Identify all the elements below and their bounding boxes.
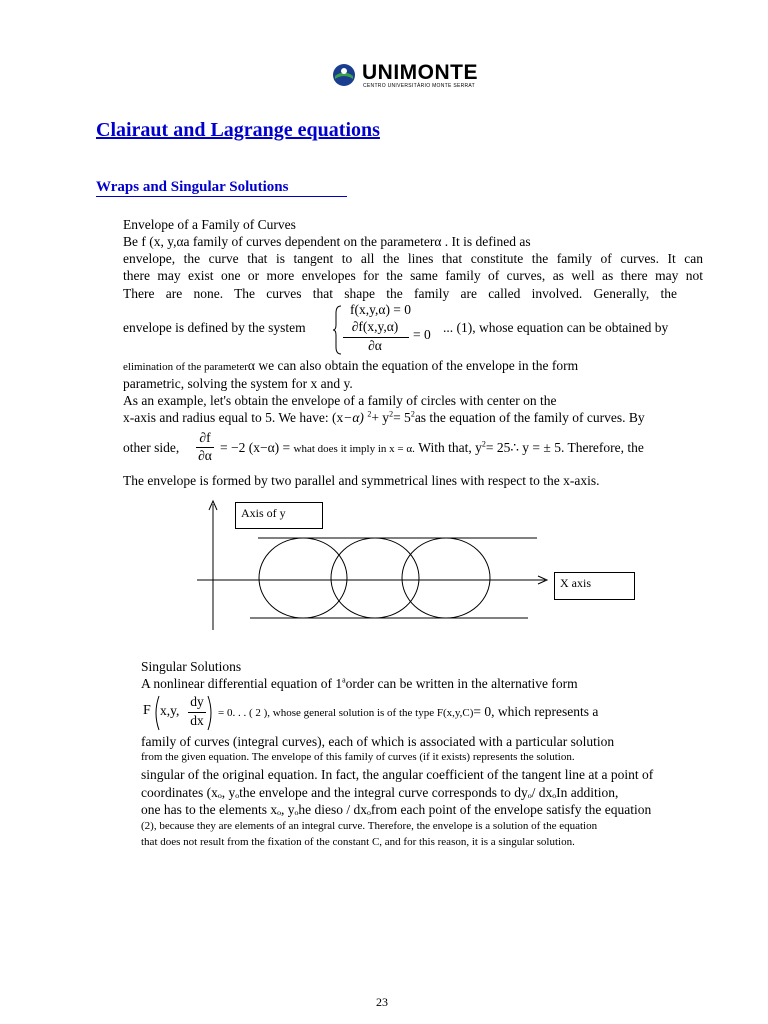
right-paren-icon xyxy=(207,695,215,731)
envelope-heading: Envelope of a Family of Curves xyxy=(123,217,296,232)
system-lead-text: envelope is defined by the system xyxy=(123,320,306,335)
line9-part-a: x-axis and radius equal to 5. We have: (x xyxy=(123,410,344,425)
df-numerator: ∂f xyxy=(199,430,211,445)
singular-line-1a: A nonlinear differential equation of 1 xyxy=(141,676,343,691)
circle-3 xyxy=(402,538,490,618)
derivative-result: = −2 (x−α) = xyxy=(220,440,291,455)
logo xyxy=(332,61,492,91)
page-title: Clairaut and Lagrange equations xyxy=(96,119,380,141)
dy-numerator: dy xyxy=(190,694,204,709)
singular-line-1 xyxy=(141,676,681,692)
singular-line-3: family of curves (integral curves), each of which is associated with a particular solution xyxy=(141,734,615,749)
line9-part-c: + y xyxy=(371,410,390,425)
left-paren-icon xyxy=(152,695,160,731)
line10-rest-b: = 25∴ y = ± 5. Therefore, the xyxy=(485,440,644,455)
y-axis-label-box: Axis of y xyxy=(235,502,323,529)
line9-part-e: as the equation of the family of curves. By xyxy=(414,410,645,425)
circle-1 xyxy=(259,538,347,618)
line9-sup2: 2 xyxy=(389,409,394,419)
singular-line-6: coordinates (xₒ, yₒthe envelope and the integral curve corresponds to dyₒ/ dxₒIn addition, xyxy=(141,785,619,800)
singular-line-5: singular of the original equation. In fact, the angular coefficient of the tangent line at a point of xyxy=(141,767,654,782)
system-top-equation: f(x,y,α) = 0 xyxy=(350,302,412,317)
singular-line-9: that does not result from the fixation of the constant C, and for this reason, it is a singular solution. xyxy=(141,836,575,848)
subtitle-underline xyxy=(96,196,347,197)
dx-denominator: dx xyxy=(190,713,204,728)
envelope-line-11: The envelope is formed by two parallel and symmetrical lines with respect to the x-axis. xyxy=(123,473,600,488)
envelope-line-6 xyxy=(123,358,578,374)
section-subtitle: Wraps and Singular Solutions xyxy=(96,179,289,195)
line9-part-d: = 5 xyxy=(393,410,411,425)
df-denominator: ∂α xyxy=(198,448,212,463)
singular-line-2 xyxy=(218,704,598,720)
line9-sup1: 2 xyxy=(367,409,372,419)
logo-subtitle: CENTRO UNIVERSITÁRIO MONTE SERRAT xyxy=(363,83,476,89)
envelope-line-4: There are none. The curves that shape the family are called involved. Generally, the xyxy=(123,286,677,301)
elimination-small-text: elimination of the parameter xyxy=(123,361,248,373)
circle-2 xyxy=(331,538,419,618)
line9-part-b: −α) xyxy=(343,410,368,425)
logo-emblem-icon xyxy=(332,63,356,87)
x-axis-label-box: X axis xyxy=(554,572,635,600)
singular-line-2-small: = 0. . . ( 2 ), whose general solution is of the type F(x,y,C) xyxy=(218,707,474,719)
singular-line-4: from the given equation. The envelope of this family of curves (if it exists) represents the solution. xyxy=(141,751,575,763)
system-partial-denominator: ∂α xyxy=(368,338,382,353)
F-symbol: F xyxy=(143,703,151,718)
system-equals-zero: = 0 xyxy=(413,327,431,342)
page-number: 23 xyxy=(376,995,388,1009)
envelope-line-2: envelope, the curve that is tangent to all the lines that constitute the family of curves. It can xyxy=(123,251,703,266)
envelope-line-8: As an example, let's obtain the envelope of a family of circles with center on the xyxy=(123,393,557,408)
implies-small-text: what does it imply in x = α. xyxy=(293,443,415,455)
singular-line-1-sup: a xyxy=(342,675,346,685)
singular-heading: Singular Solutions xyxy=(141,659,242,674)
F-args: x,y, xyxy=(160,703,180,718)
singular-line-8: (2), because they are elements of an integral curve. Therefore, the envelope is a solution of the equation xyxy=(141,820,598,832)
line9-sup3: 2 xyxy=(410,409,415,419)
other-side-equation xyxy=(220,440,644,456)
line10-sup: 2 xyxy=(481,439,486,449)
system-partial-numerator: ∂f(x,y,α) xyxy=(351,319,399,334)
envelope-line-6-rest: we can also obtain the equation of the envelope in the form xyxy=(255,358,579,373)
singular-line-7: one has to the elements xₒ, yₒhe dieso / dxₒfrom each point of the envelope satisfy the equation xyxy=(141,802,652,817)
singular-line-2-rest: = 0, which represents a xyxy=(473,704,599,719)
envelope-line-7: parametric, solving the system for x and y. xyxy=(123,376,353,391)
alpha-symbol: α xyxy=(247,358,255,373)
logo-name: UNIMONTE xyxy=(362,61,478,84)
system-tail-text: ... (1), whose equation can be obtained by xyxy=(443,320,669,335)
singular-line-1b: order can be written in the alternative form xyxy=(345,676,578,691)
envelope-figure xyxy=(0,498,768,638)
envelope-line-3: there may exist one or more envelopes for the same family of curves, as well as there may not xyxy=(123,268,703,283)
line10-rest-a: With that, y xyxy=(418,440,482,455)
envelope-line-1: Be f (x, y,αa family of curves dependent on the parameterα . It is defined as xyxy=(123,234,531,249)
other-side-lead: other side, xyxy=(123,440,180,455)
envelope-line-9 xyxy=(123,410,645,426)
